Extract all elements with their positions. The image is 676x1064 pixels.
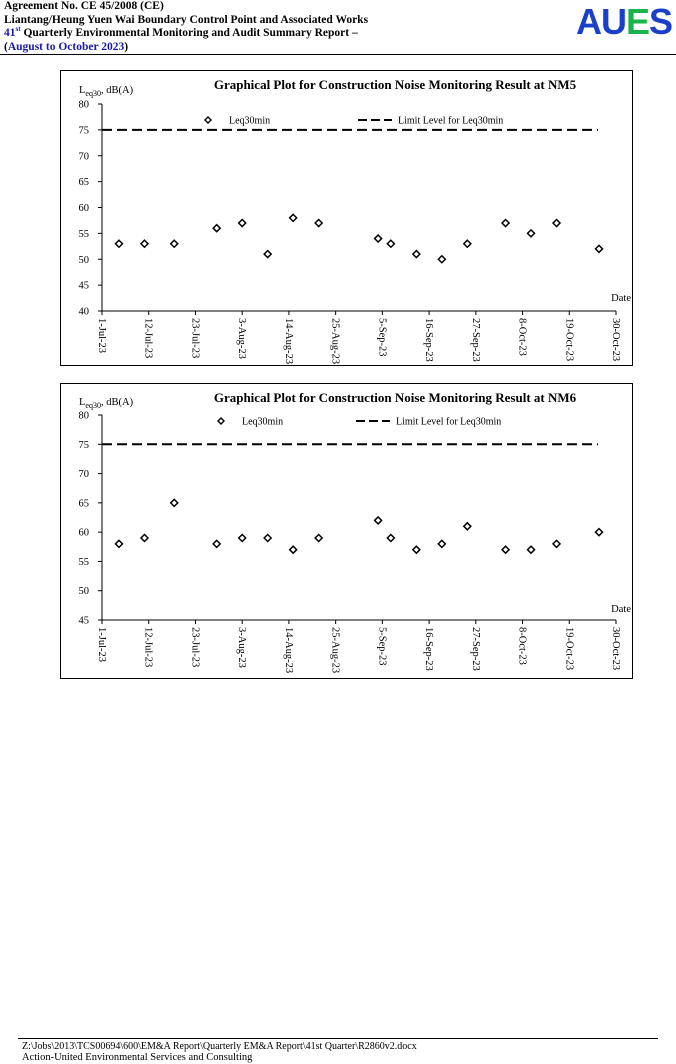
chart1-x-tick-label: 25-Aug-23: [329, 318, 341, 365]
chart2-x-tick-label: 25-Aug-23: [329, 627, 341, 674]
chart1-data-point: [413, 251, 420, 258]
chart2-x-tick-label: 27-Sep-23: [469, 627, 481, 671]
chart1-y-tick-label: 40: [78, 306, 89, 318]
chart2-data-point: [239, 535, 246, 542]
chart1-data-point: [239, 220, 246, 227]
chart1-data-point: [213, 225, 220, 232]
chart1-data-point: [438, 256, 445, 263]
chart2-y-tick-label: 65: [78, 498, 89, 510]
report-header: [4, 0, 672, 54]
chart1-legend-limit-label: Limit Level for Leq30min: [398, 115, 504, 127]
chart1-x-tick-label: 23-Jul-23: [189, 318, 201, 359]
footer-file-path: Z:\Jobs\2013\TCS00694\600\EM&A Report\Quarterly EM&A Report\41st Quarter\R2860v2.docx: [22, 1041, 417, 1052]
chart2-data-point: [171, 499, 178, 506]
chart1-data-point: [141, 240, 148, 247]
chart2-y-tick-label: 75: [78, 439, 89, 451]
chart2-y-tick-label: 80: [78, 410, 89, 422]
chart2-title: Graphical Plot for Construction Noise Monitoring Result at NM6: [213, 390, 577, 405]
chart1-y-tick-label: 75: [78, 125, 89, 137]
chart2-y-tick-label: 55: [78, 556, 89, 568]
chart2-data-point: [413, 546, 420, 553]
chart2-data-point: [502, 546, 509, 553]
chart2-x-tick-label: 14-Aug-23: [282, 627, 294, 674]
chart2-y-tick-label: 45: [78, 615, 89, 627]
report-title: [4, 27, 672, 41]
chart2-legend-limit-label: Limit Level for Leq30min: [396, 416, 502, 428]
chart1-data-point: [387, 240, 394, 247]
chart1-data-point: [596, 245, 603, 252]
chart1-x-tick-label: 5-Sep-23: [376, 318, 388, 357]
chart1-y-tick-label: 50: [78, 254, 89, 266]
chart1-data-point: [528, 230, 535, 237]
chart2-data-point: [464, 523, 471, 530]
chart1-x-tick-label: 16-Sep-23: [423, 318, 435, 362]
chart1-x-tick-label: 14-Aug-23: [282, 318, 294, 365]
report-period: (August to October 2023): [4, 40, 129, 53]
report-number-suffix: st: [15, 25, 21, 34]
chart1-legend-series-label: Leq30min: [229, 115, 271, 127]
chart1-y-tick-label: 80: [78, 99, 89, 111]
chart1-x-tick-label: 12-Jul-23: [142, 318, 154, 359]
chart1-x-tick-label: 1-Jul-23: [96, 318, 107, 353]
chart2-data-point: [213, 540, 220, 547]
chart2-data-point: [387, 535, 394, 542]
chart2-data-point: [115, 540, 122, 547]
chart1-y-axis-label: $L_{eq30}$, dB(A): [79, 85, 134, 98]
chart-nm6-svg: [61, 384, 634, 680]
chart-nm6: [60, 383, 633, 679]
chart2-x-axis-label: Date: [611, 604, 631, 615]
chart2-x-tick-label: 8-Oct-23: [516, 627, 528, 665]
chart2-data-point: [375, 517, 382, 524]
chart2-x-tick-label: 23-Jul-23: [189, 627, 201, 668]
report-period-text: August to October 2023: [7, 40, 125, 53]
chart2-y-tick-label: 70: [78, 469, 89, 481]
chart1-x-tick-label: 27-Sep-23: [469, 318, 481, 362]
report-title-text: Quarterly Environmental Monitoring and Audit Summary Report –: [20, 27, 358, 39]
chart2-x-tick-label: 1-Jul-23: [96, 627, 107, 662]
chart-nm5: [60, 70, 633, 366]
chart-nm5-svg: [61, 71, 634, 367]
aues-logo: AUES: [575, 1, 672, 42]
chart1-data-point: [264, 251, 271, 258]
chart2-data-point: [596, 529, 603, 536]
chart2-x-tick-label: 3-Aug-23: [236, 627, 248, 668]
footer-company: Action-United Environmental Services and Consulting: [22, 1052, 253, 1063]
chart1-data-point: [375, 235, 382, 242]
chart1-data-point: [553, 220, 560, 227]
chart1-data-point: [315, 220, 322, 227]
project-title: Liantang/Heung Yuen Wai Boundary Control Point and Associated Works: [4, 13, 369, 26]
chart2-legend-series-label: Leq30min: [242, 416, 284, 428]
chart1-legend-marker-icon: [205, 117, 211, 123]
chart2-data-point: [438, 540, 445, 547]
chart2-y-tick-label: 60: [78, 527, 89, 539]
chart2-y-tick-label: 50: [78, 586, 89, 598]
chart2-x-tick-label: 19-Oct-23: [563, 627, 575, 671]
chart1-data-point: [171, 240, 178, 247]
chart1-x-tick-label: 30-Oct-23: [610, 318, 621, 362]
chart2-x-tick-label: 5-Sep-23: [376, 627, 388, 666]
agreement-number: Agreement No. CE 45/2008 (CE): [4, 0, 164, 12]
chart2-x-tick-label: 30-Oct-23: [610, 627, 621, 671]
footer-divider: [18, 1038, 658, 1039]
chart2-y-axis-label: $L_{eq30}$, dB(A): [79, 397, 134, 410]
chart2-data-point: [528, 546, 535, 553]
chart1-y-tick-label: 45: [78, 280, 89, 292]
chart1-data-point: [115, 240, 122, 247]
chart2-x-tick-label: 12-Jul-23: [142, 627, 154, 668]
chart2-legend-marker-icon: [218, 418, 224, 424]
chart1-data-point: [290, 214, 297, 221]
chart1-data-point: [502, 220, 509, 227]
chart2-data-point: [553, 540, 560, 547]
chart1-y-tick-label: 65: [78, 177, 89, 189]
chart2-x-tick-label: 16-Sep-23: [423, 627, 435, 671]
chart1-x-tick-label: 19-Oct-23: [563, 318, 575, 362]
chart2-data-point: [141, 535, 148, 542]
chart2-data-point: [315, 535, 322, 542]
report-number: 41: [4, 27, 16, 39]
chart1-x-tick-label: 8-Oct-23: [516, 318, 528, 356]
chart1-x-axis-label: Date: [611, 293, 631, 304]
chart1-x-tick-label: 3-Aug-23: [236, 318, 248, 359]
chart1-data-point: [464, 240, 471, 247]
chart2-data-point: [264, 535, 271, 542]
chart1-y-tick-label: 70: [78, 151, 89, 163]
header-divider: [0, 54, 676, 55]
chart1-title: Graphical Plot for Construction Noise Monitoring Result at NM5: [213, 77, 577, 92]
chart2-data-point: [290, 546, 297, 553]
chart1-y-tick-label: 55: [78, 228, 89, 240]
chart1-y-tick-label: 60: [78, 203, 89, 214]
